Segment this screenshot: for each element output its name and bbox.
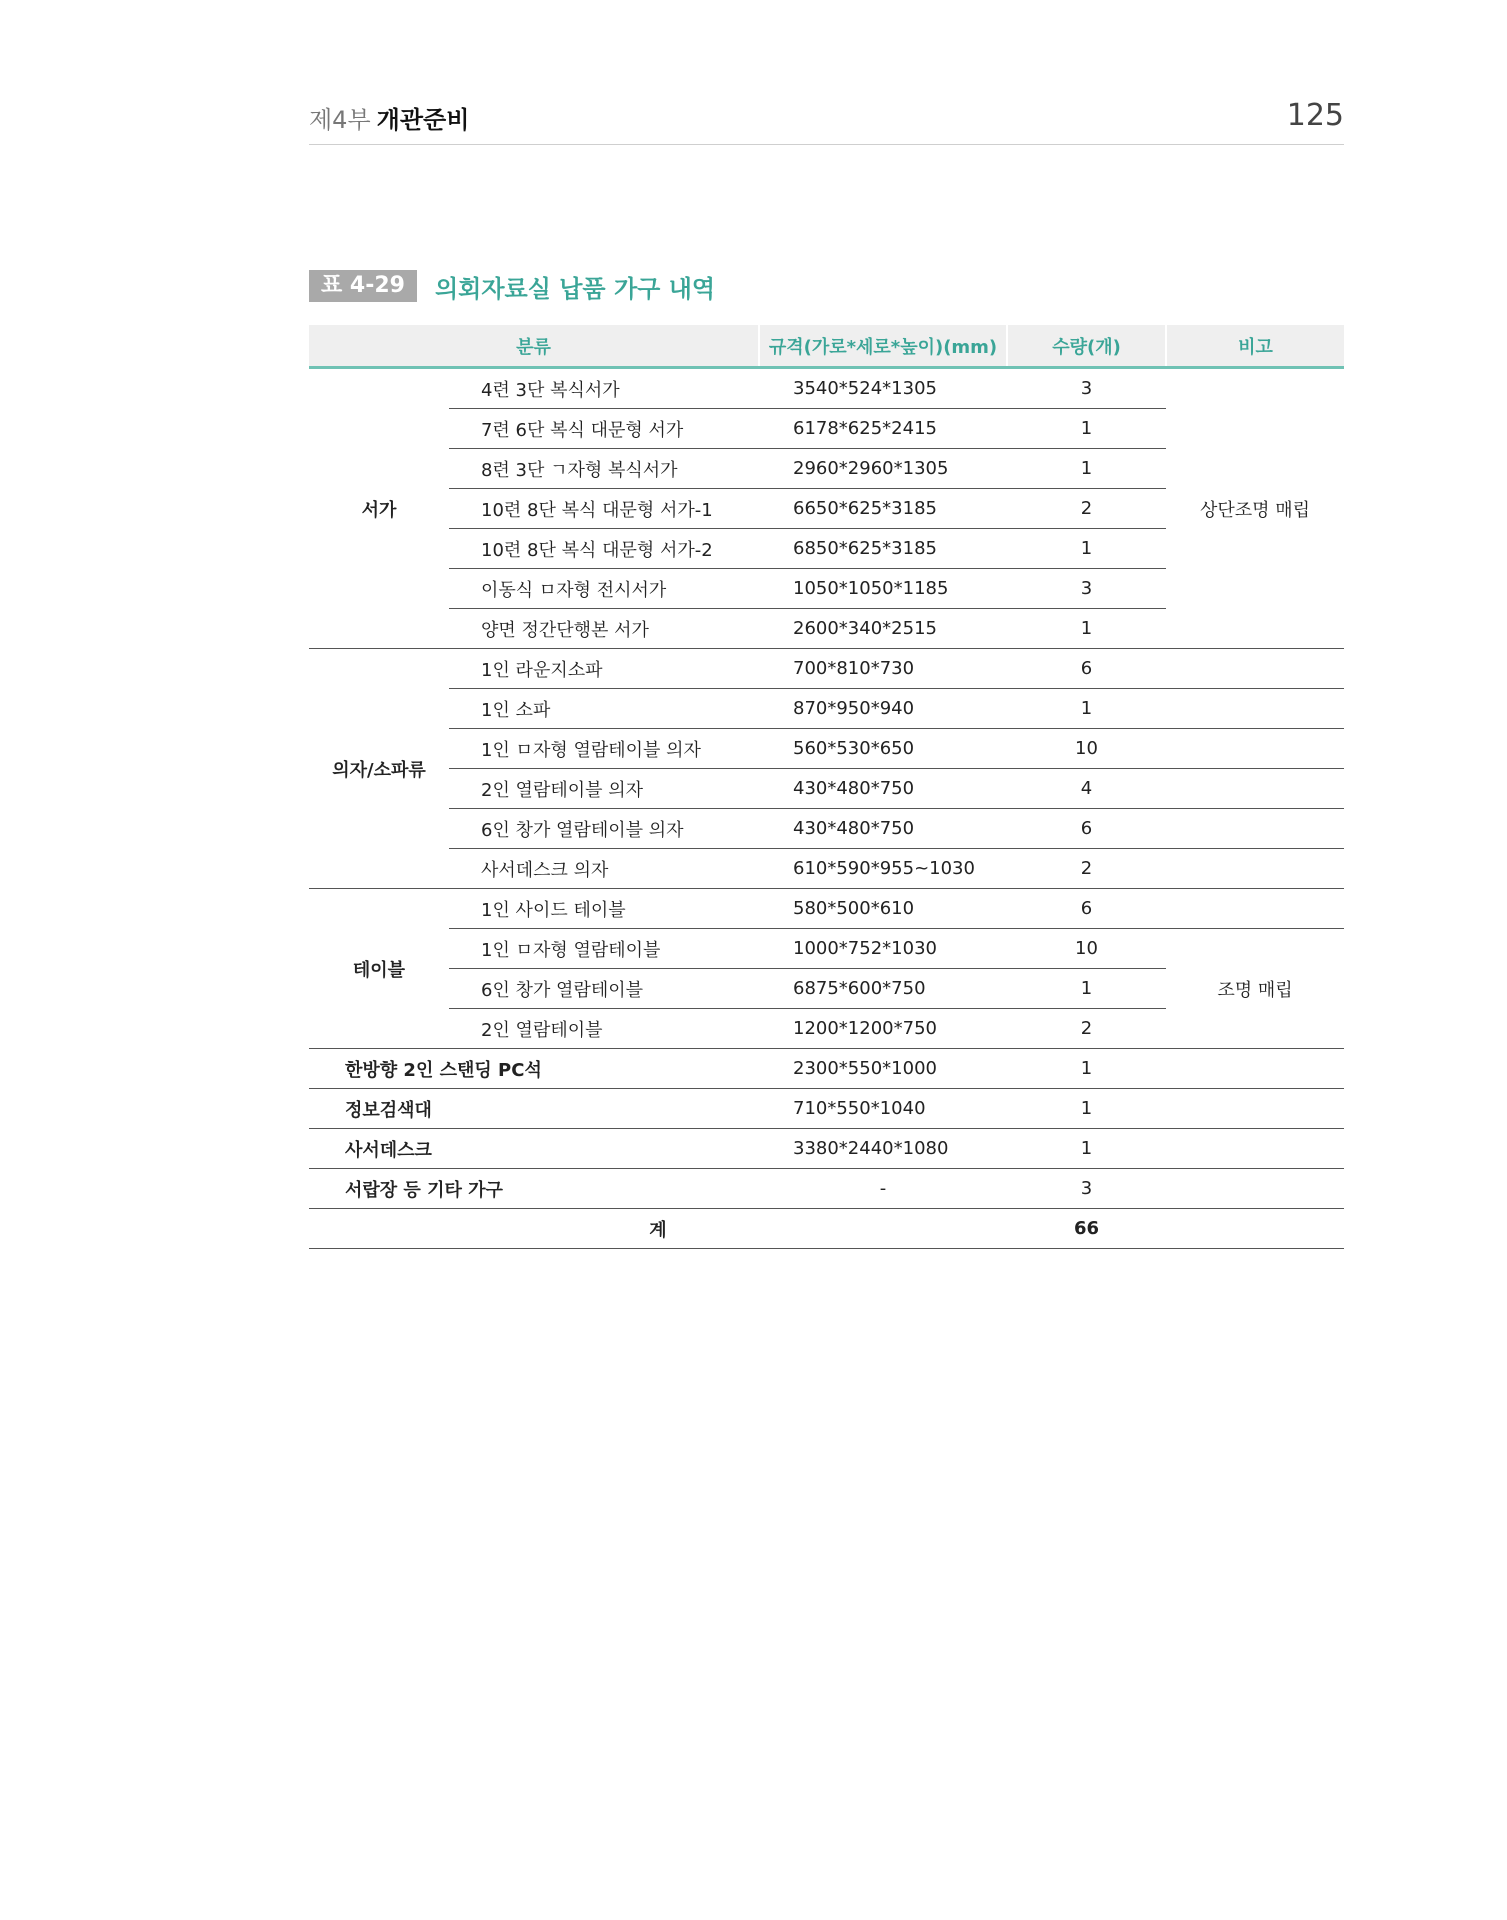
table-title: 의회자료실 납품 가구 내역	[434, 274, 716, 303]
item-name: 1인 소파	[449, 689, 759, 729]
table-row	[309, 929, 1344, 969]
item-spec: 3540*524*1305	[759, 368, 1007, 409]
table-row	[309, 1169, 1344, 1209]
column-header-category: 분류	[309, 325, 759, 368]
column-header-note: 비고	[1166, 325, 1344, 368]
item-name: 8련 3단 ㄱ자형 복식서가	[449, 449, 759, 489]
item-qty: 3	[1007, 569, 1166, 609]
page-header	[309, 100, 1344, 145]
item-name: 1인 ㅁ자형 열람테이블	[449, 929, 759, 969]
item-name: 양면 정간단행본 서가	[449, 609, 759, 649]
item-note	[1166, 849, 1344, 889]
item-spec: 6850*625*3185	[759, 529, 1007, 569]
item-spec: 610*590*955~1030	[759, 849, 1007, 889]
item-note	[1166, 889, 1344, 929]
table-row	[309, 1049, 1344, 1089]
item-qty: 6	[1007, 809, 1166, 849]
item-spec: 2600*340*2515	[759, 609, 1007, 649]
item-qty: 6	[1007, 649, 1166, 689]
item-note	[1166, 1089, 1344, 1129]
item-qty: 1	[1007, 529, 1166, 569]
table-row	[309, 1129, 1344, 1169]
item-note	[1166, 729, 1344, 769]
item-qty: 1	[1007, 1129, 1166, 1169]
item-name: 정보검색대	[309, 1089, 759, 1129]
table-row	[309, 849, 1344, 889]
item-name: 6인 창가 열람테이블	[449, 969, 759, 1009]
item-qty: 10	[1007, 729, 1166, 769]
item-qty: 10	[1007, 929, 1166, 969]
item-qty: 6	[1007, 889, 1166, 929]
item-note	[1166, 649, 1344, 689]
item-spec: 1000*752*1030	[759, 929, 1007, 969]
item-name: 서랍장 등 기타 가구	[309, 1169, 759, 1209]
item-note	[1166, 1049, 1344, 1089]
note-shelves: 상단조명 매립	[1166, 368, 1344, 649]
item-spec: 6178*625*2415	[759, 409, 1007, 449]
item-note	[1166, 1129, 1344, 1169]
item-note	[1166, 809, 1344, 849]
part-label	[309, 100, 469, 135]
item-qty: 2	[1007, 489, 1166, 529]
item-name: 4련 3단 복식서가	[449, 368, 759, 409]
item-spec: -	[759, 1169, 1007, 1209]
item-qty: 1	[1007, 1049, 1166, 1089]
item-name: 2인 열람테이블 의자	[449, 769, 759, 809]
group-label-chairs: 의자/소파류	[309, 649, 449, 889]
total-row	[309, 1209, 1344, 1249]
item-qty: 1	[1007, 409, 1166, 449]
table-row	[309, 368, 1344, 409]
item-note	[1166, 1169, 1344, 1209]
item-qty: 1	[1007, 609, 1166, 649]
item-qty: 2	[1007, 1009, 1166, 1049]
table-row	[309, 769, 1344, 809]
item-qty: 1	[1007, 689, 1166, 729]
item-spec: 2300*550*1000	[759, 1049, 1007, 1089]
page-number: 125	[1286, 98, 1344, 133]
group-label-tables: 테이블	[309, 889, 449, 1049]
item-name: 10련 8단 복식 대문형 서가-2	[449, 529, 759, 569]
item-qty: 2	[1007, 849, 1166, 889]
item-name: 1인 ㅁ자형 열람테이블 의자	[449, 729, 759, 769]
item-spec: 430*480*750	[759, 809, 1007, 849]
table-row	[309, 729, 1344, 769]
table-row	[309, 809, 1344, 849]
total-qty: 66	[1007, 1209, 1166, 1249]
item-spec: 700*810*730	[759, 649, 1007, 689]
group-label-shelves: 서가	[309, 368, 449, 649]
item-name: 2인 열람테이블	[449, 1009, 759, 1049]
table-row	[309, 889, 1344, 929]
item-name: 1인 사이드 테이블	[449, 889, 759, 929]
item-note	[1166, 769, 1344, 809]
item-name: 한방향 2인 스탠딩 PC석	[309, 1049, 759, 1089]
item-name: 이동식 ㅁ자형 전시서가	[449, 569, 759, 609]
table-header-row	[309, 325, 1344, 368]
total-label: 계	[309, 1209, 1007, 1249]
item-spec: 870*950*940	[759, 689, 1007, 729]
table-number-tag: 표 4-29	[309, 270, 417, 302]
item-note	[1166, 689, 1344, 729]
item-spec: 6650*625*3185	[759, 489, 1007, 529]
item-qty: 3	[1007, 368, 1166, 409]
part-number: 제4부	[309, 106, 371, 134]
item-qty: 1	[1007, 969, 1166, 1009]
table-row	[309, 689, 1344, 729]
item-name: 10련 8단 복식 대문형 서가-1	[449, 489, 759, 529]
table-row	[309, 649, 1344, 689]
column-header-qty: 수량(개)	[1007, 325, 1166, 368]
item-qty: 1	[1007, 449, 1166, 489]
item-spec: 710*550*1040	[759, 1089, 1007, 1129]
item-spec: 1050*1050*1185	[759, 569, 1007, 609]
item-spec: 430*480*750	[759, 769, 1007, 809]
furniture-table	[309, 325, 1344, 1249]
total-note	[1166, 1209, 1344, 1249]
item-qty: 4	[1007, 769, 1166, 809]
item-spec: 2960*2960*1305	[759, 449, 1007, 489]
item-spec: 3380*2440*1080	[759, 1129, 1007, 1169]
section-title: 개관준비	[376, 106, 470, 134]
item-qty: 1	[1007, 1089, 1166, 1129]
table-row	[309, 1089, 1344, 1129]
item-spec: 560*530*650	[759, 729, 1007, 769]
note-tables: 조명 매립	[1166, 929, 1344, 1049]
item-spec: 6875*600*750	[759, 969, 1007, 1009]
item-name: 1인 라운지소파	[449, 649, 759, 689]
item-name: 7련 6단 복식 대문형 서가	[449, 409, 759, 449]
table-caption	[309, 270, 715, 302]
item-qty: 3	[1007, 1169, 1166, 1209]
item-spec: 1200*1200*750	[759, 1009, 1007, 1049]
item-name: 사서데스크 의자	[449, 849, 759, 889]
item-name: 6인 창가 열람테이블 의자	[449, 809, 759, 849]
column-header-spec: 규격(가로*세로*높이)(mm)	[759, 325, 1007, 368]
item-spec: 580*500*610	[759, 889, 1007, 929]
item-name: 사서데스크	[309, 1129, 759, 1169]
